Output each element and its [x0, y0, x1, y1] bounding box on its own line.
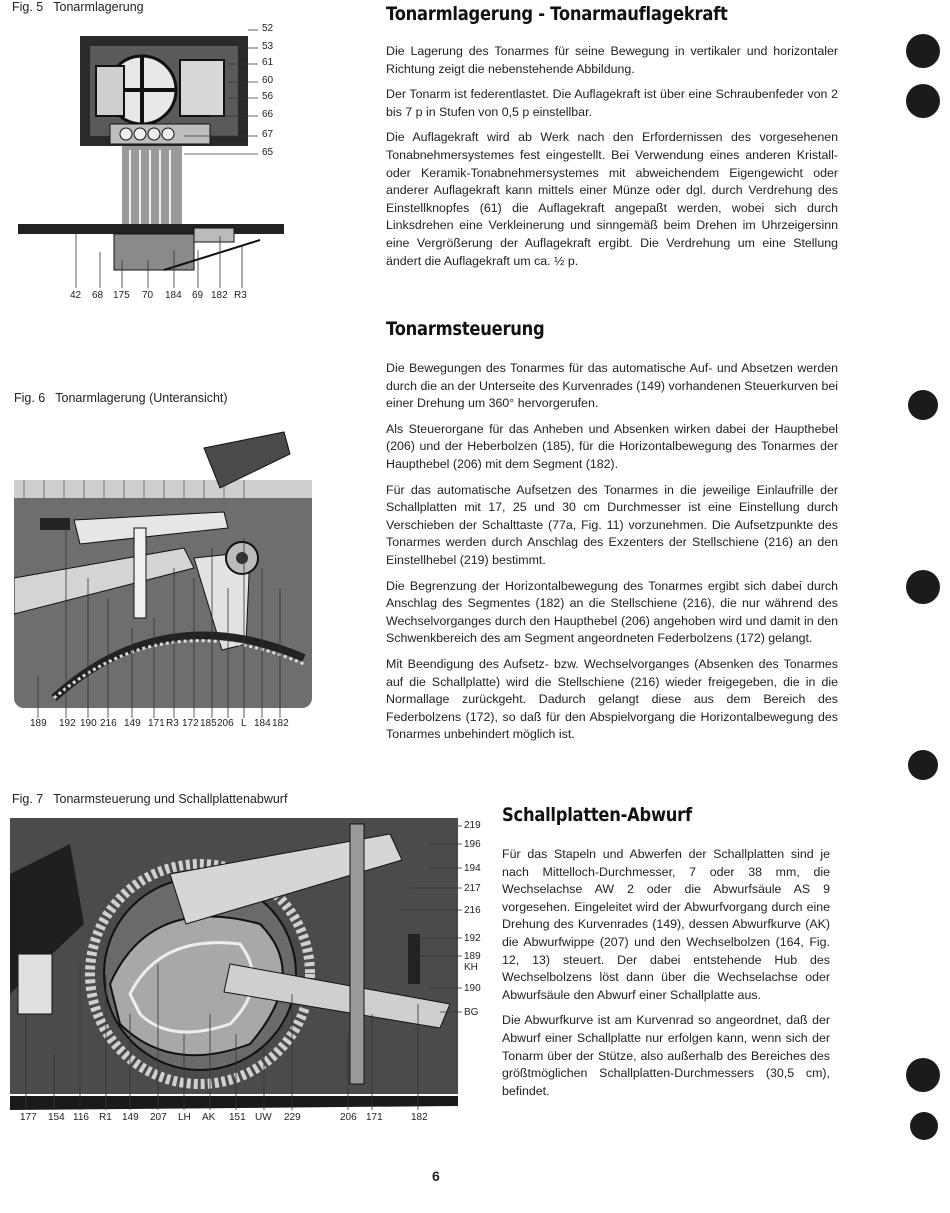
paragraph: Die Auflagekraft wird ab Werk nach den Erfordernissen des vorgesehenen Tonabnehmersystemes fest eingestellt. Bei Verwendung eines anderen Kristall- oder Keramik-Tonabnehmersystemes mit abweichendem Eigengewicht oder anderer Auflagekraft kann mittels einer Münze oder dgl. durch Verdrehung des Einstellknopfes (61) die Auflagekraft angepaßt werden, wobei sich durch Linksdrehen eine Verkleinerung und sinngemäß beim Drehen im Uhrzeigersinn eine Vergrößerung der Auflagekraft ergibt. Die Verdrehung um eine Stellung ändert die Auflagekraft um ca. ½ p.	[386, 130, 838, 268]
fig5-label: 66	[262, 109, 274, 120]
fig6-label: L	[241, 718, 247, 729]
fig5-label: 68	[92, 290, 104, 301]
fig5-title: Tonarmlagerung	[53, 0, 144, 14]
fig6-illustration	[14, 428, 314, 733]
fig6-title: Tonarmlagerung (Unteransicht)	[55, 391, 228, 405]
fig7-label: 229	[284, 1112, 301, 1123]
fig6-label: 182	[272, 718, 289, 729]
fig7-label: 149	[122, 1112, 139, 1123]
fig5-label: 184	[165, 290, 182, 301]
fig5-label: 65	[262, 147, 274, 158]
fig5-label: 52	[262, 23, 274, 34]
punch-hole	[906, 1058, 940, 1092]
fig7-label: 207	[150, 1112, 167, 1123]
fig7-label: UW	[255, 1112, 272, 1123]
punch-hole	[906, 34, 940, 68]
fig6-number: Fig. 6	[14, 391, 46, 405]
paragraph: Mit Beendigung des Aufsetz- bzw. Wechselvorganges (Absenken des Tonarmes auf die Schallplatte) wird die Stellschiene (216) wieder freigegeben, die in die Normallage zurückgeht. Dadurch gelangt diese aus dem Bereich des Federbolzens (172), so daß für den Abspielvorgang die Horizontalbewegung des Tonarmes unbehindert möglich ist.	[386, 656, 838, 742]
fig7-caption	[12, 792, 287, 806]
fig6-label: 184	[254, 718, 271, 729]
paragraph: Die Lagerung des Tonarmes für seine Bewegung in vertikaler und horizontaler Richtung zeigt die nebenstehende Abbildung.	[386, 44, 838, 76]
fig6-label: 172	[182, 718, 199, 729]
fig5-label: 70	[142, 290, 154, 301]
fig6-label: 189	[30, 718, 47, 729]
fig5-illustration	[14, 20, 284, 305]
fig6-label: 185	[200, 718, 217, 729]
fig7-label: 116	[73, 1112, 89, 1123]
fig7-label: 192	[464, 933, 481, 944]
fig6-label: R3	[166, 718, 179, 729]
paragraph: Die Abwurfkurve ist am Kurvenrad so angeordnet, daß der Abwurf einer Schallplatte nur erfolgen kann, wenn sich der Tonarm über der Stütze, also außerhalb des Bereiches des größtmöglichen Schallplatten-Durchmessers (30,5 cm), befindet.	[502, 1013, 830, 1098]
page-number: 6	[432, 1168, 440, 1184]
fig7-label: 189	[464, 951, 481, 962]
fig7-number: Fig. 7	[12, 792, 44, 806]
fig7-title: Tonarmsteuerung und Schallplattenabwurf	[53, 792, 288, 806]
fig7-label: 219	[464, 820, 481, 831]
section-heading-schallplatten-abwurf: Schallplatten-Abwurf	[502, 804, 692, 826]
fig5-label: 69	[192, 290, 204, 301]
fig5-label: 67	[262, 129, 274, 140]
fig5-label: 61	[262, 57, 274, 68]
punch-hole	[910, 1112, 938, 1140]
fig5-number: Fig. 5	[12, 0, 44, 14]
section-body-tonarmsteuerung	[386, 360, 838, 752]
fig6-label: 216	[100, 718, 117, 729]
punch-hole	[906, 84, 940, 118]
fig6-label: 171	[148, 718, 165, 729]
fig5-label: 56	[262, 91, 274, 102]
fig7-drawing	[10, 814, 490, 1129]
fig7-label: 190	[464, 983, 481, 994]
fig7-label: AK	[202, 1112, 216, 1123]
paragraph: Für das automatische Aufsetzen des Tonarmes in die jeweilige Einlaufrille der Schallplatten mit 17, 25 und 30 cm Durchmesser ist eine Einstellung durch Verschieben der Schalttaste (77a, Fig. 11) vorzunehmen. Die Aufsetzpunkte des Tonarmes werden durch Anschlag des Exzenters der Stellschiene (216) an den Einstellhebel (219) bestimmt.	[386, 482, 838, 567]
fig7-label: 194	[464, 863, 481, 874]
fig7-label: 177	[20, 1112, 37, 1123]
fig7-label: 151	[229, 1112, 246, 1123]
fig7-label: LH	[178, 1112, 191, 1123]
section-heading-tonarmlagerung: Tonarmlagerung - Tonarmauflagekraft	[386, 3, 728, 25]
punch-hole	[908, 750, 938, 780]
fig5-label: 53	[262, 41, 274, 52]
fig7-label: 206	[340, 1112, 357, 1123]
fig5-label: 60	[262, 75, 274, 86]
fig6-label: 192	[59, 718, 76, 729]
fig6-label: 190	[80, 718, 97, 729]
fig6-caption	[14, 391, 228, 405]
fig5-drawing	[14, 20, 284, 305]
fig7-label: KH	[464, 962, 478, 973]
paragraph: Die Bewegungen des Tonarmes für das automatische Auf- und Absetzen werden durch die an der Unterseite des Kurvenrades (149) vorhandenen Steuerkurven bei einer Drehung um 360° hervorgerufen.	[386, 361, 838, 411]
fig6-label: 149	[124, 718, 141, 729]
fig7-label: 216	[464, 905, 481, 916]
fig7-label: R1	[99, 1112, 112, 1123]
punch-hole	[906, 570, 940, 604]
punch-hole	[908, 390, 938, 420]
fig5-label: R3	[234, 290, 247, 301]
fig5-caption	[12, 0, 144, 14]
fig7-label: 217	[464, 883, 481, 894]
paragraph: Als Steuerorgane für das Anheben und Absenken wirken dabei der Haupthebel (206) und der Heberbolzen (185), für die Horizontalbewegung des Tonarmes der Haupthebel (206) mit dem Segment (182).	[386, 421, 838, 471]
fig5-label: 182	[211, 290, 228, 301]
section-heading-tonarmsteuerung: Tonarmsteuerung	[386, 318, 545, 340]
fig7-label: 196	[464, 839, 481, 850]
fig6-drawing	[14, 428, 314, 733]
fig7-illustration	[10, 814, 490, 1129]
paragraph: Die Begrenzung der Horizontalbewegung des Tonarmes ergibt sich dabei durch Anschlag des Segmentes (182) an die Stellschiene (216), die nur während des Wechselvorganges durch den Haupthebel (206) angehoben wird und damit in den Schwenkbereich des am Segment angeordneten Federbolzens (172) gelangt.	[386, 578, 838, 646]
section-body-schallplatten-abwurf	[502, 846, 830, 1108]
fig5-label: 42	[70, 290, 82, 301]
fig7-label: 171	[366, 1112, 383, 1123]
fig7-label: 154	[48, 1112, 65, 1123]
fig7-label: BG	[464, 1007, 479, 1018]
paragraph: Der Tonarm ist federentlastet. Die Auflagekraft ist über eine Schraubenfeder von 2 bis 7 p in Stufen von 0,5 p einstellbar.	[386, 87, 838, 119]
section-body-tonarmlagerung	[386, 43, 838, 278]
fig5-label: 175	[113, 290, 130, 301]
fig6-label: 206	[217, 718, 234, 729]
paragraph: Für das Stapeln und Abwerfen der Schallplatten sind je nach Mittelloch-Durchmesser, 7 oder 38 mm, die Wechselachse AW 2 oder die Abwurfsäule AS 9 vorgesehen. Eingeleitet wird der Abwurfvorgang durch eine Drehung des Kurvenrades (149), dessen Abwurfkurve (AK) die Abwurfwippe (207) und den Wechselbolzen (164, Fig. 12, 13) steuert. Der dabei entstehende Hub des Wechselbolzens löst dann über die Wechselachse oder Abwurfsäule den Abwurf einer Schallplatte aus.	[502, 847, 830, 1002]
fig7-label: 182	[411, 1112, 428, 1123]
